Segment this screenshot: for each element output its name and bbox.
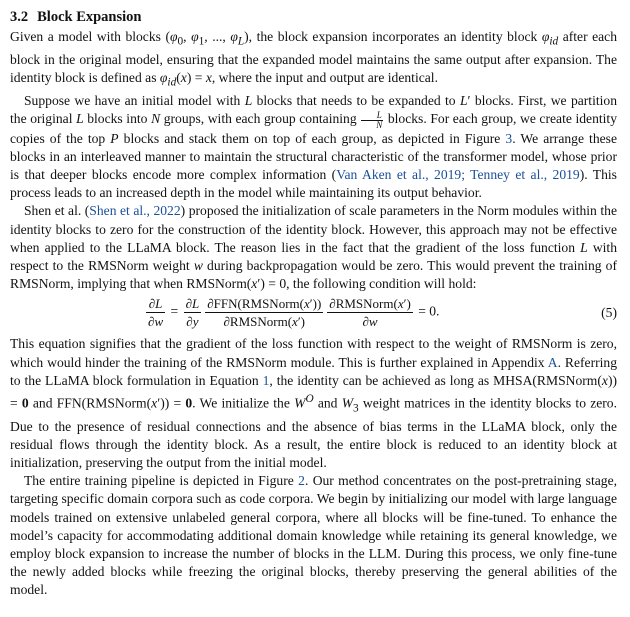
p2-text-7: blocks and stack them on top of each group, as depicted in Figure [118, 130, 506, 146]
appendix-a-link[interactable]: A [547, 354, 558, 370]
bold-zero-1: 0 [21, 395, 29, 411]
p1-text-4: , where the input and output are identical. [211, 70, 438, 86]
p4-text-6: )) = [160, 395, 186, 411]
figure-3-link[interactable]: 3 [505, 130, 513, 146]
math-phi0: φ [169, 29, 178, 44]
p2-text-2: blocks that needs to be expanded to [252, 93, 460, 109]
p1-text-3: after each block in the original model, ensuring that the expanded model maintains the same output after expansion. The identity block is defined as [10, 29, 618, 86]
paragraph-3: Shen et al. (Shen et al., 2022) proposed the initialization of scale parameters in the Norm modules within the identity blocks to zero for the construction of the identity block. However, this approach may not be effective when applied to the LLaMA block. The reason lies in the fact that the gradient of the loss function L with respect to the RMSNorm weight w during backpropagation would be zero. This would prevent the training of RMSNorm, implying that when RMSNorm(x′) = 0, the following condition will hold: [10, 203, 618, 292]
p3-text-3: with respect to the RMSNorm weight [10, 239, 617, 274]
paper-page [10, 7, 617, 600]
p1-text-2: ), the block expansion incorporates an identity block [244, 29, 542, 44]
p3-text-5: ) = 0, the following condition will hold: [260, 276, 477, 292]
figure-2-link[interactable]: 2 [298, 473, 305, 489]
p2-text-10: ). This process leads to an increased depth in the model while maintaining its output behavior. [10, 167, 617, 201]
equation-5 [10, 294, 617, 334]
p2-text-8: . We arrange these blocks in an interleaved manner to maintain the structural characteristic of the transformer model, whose prior is that deeper blocks encode more complex information ( [10, 130, 617, 183]
p4-text-8: and [313, 395, 342, 411]
math-phi-id: φ [541, 29, 550, 44]
citation-separator: ; [461, 167, 471, 183]
p4-text-5: and FFN(RMSNorm( [28, 395, 152, 411]
bold-zero-2: 0 [185, 395, 193, 411]
p5-text-2: . Our method concentrates on the post-pretraining stage, targeting specific domain corpora such as code corpora. We begin by initializing our model with large language models trained on extensive unlabeled general corpora, where all blocks will be fine-tuned. To enhance the model’s capacity for accommodating additional domain knowledge while retaining its general knowledge, we employ block expansion to increase the number of blocks in the LLM. During this process, we only fine-tune the newly added blocks while freezing the original blocks, thereby preserving the general abilities of the model. [10, 473, 617, 598]
p2-text-5: groups, with each group containing [160, 111, 361, 127]
citation-tenney[interactable]: Tenney et al., 2019 [470, 167, 580, 183]
p2-text-1: Suppose we have an initial model with [24, 93, 245, 109]
p3-text-1: Shen et al. ( [24, 203, 90, 219]
section-heading [10, 7, 617, 27]
p4-text-9: weight matrices in the identity blocks to zero. Due to the presence of residual connections and the absence of bias terms in the LLaMA block, only the residual flows through the identity block. As a result, the entire block is reduced to an identity block at initialization, preserving the output from the initial model. [10, 395, 618, 470]
p3-text-2: ) proposed the initialization of scale parameters in the Norm modules within the identity blocks to zero for the construction of the identity block. However, this approach may not be effective when applied to the LLaMA block. The reason lies in the fact that the gradient of the loss function [10, 203, 617, 255]
equation-number: (5) [601, 305, 617, 321]
section-title: Block Expansion [37, 9, 142, 25]
equation-body: $\frac{\partial L}{\partial w}$ = $\frac{\partial L}{\partial y}$ $\frac{\text{∂FFN(RMSNorm(x′))}}{\text{∂RMSNorm(x′)}}$ $\frac{\text{∂RMSNorm(x′)}}{\partial w}$ = 0. [148, 296, 440, 330]
math-l-over-n: $\frac{L}{N}$ [361, 111, 383, 130]
p3-text-4: during backpropagation would be zero. This would prevent the training of RMSNorm, implying that when RMSNorm( [10, 258, 618, 292]
citation-van-aken[interactable]: Van Aken et al., 2019 [336, 167, 462, 183]
p1-text-1: Given a model with blocks ( [10, 29, 170, 44]
paragraph-2: Suppose we have an initial model with L blocks that needs to be expanded to L′ blocks. First, we partition the original L blocks into N groups, with each group containing $\frac{L}{N}$ blocks. For each group, we create identity copies of the top P blocks and stack them on top of each group, as depicted in Figure 3. We arrange these blocks in an interleaved manner to maintain the structural characteristic of the transformer model, whose prior is that deeper blocks encode more complex information (Van Aken et al., 2019; Tenney et al., 2019). This process leads to an increased depth in the model while maintaining its output behavior. [10, 93, 617, 201]
paragraph-5 [10, 472, 617, 599]
section-number: 3.2 [10, 9, 29, 25]
citation-shen[interactable]: Shen et al., 2022 [89, 203, 181, 219]
paragraph-4: This equation signifies that the gradient of the loss function with respect to the weight of RMSNorm is zero, which would hinder the training of the RMSNorm module. This is further explained in Appendix A. Referring to the LLaMA block formulation in Equation 1, the identity can be achieved as long as MHSA(RMSNorm(x)) = 0 and FFN(RMSNorm(x′)) = 0. We initialize the $W^O$ and $W_3$ weight matrices in the identity blocks to zero. Due to the presence of residual connections and the absence of bias terms in the LLaMA block, only the residual flows through the identity block. As a result, the entire block is reduced to an identity block at initialization, preserving the output from the initial model. [10, 336, 618, 470]
p4-text-3: , the identity can be achieved as long as MHSA(RMSNorm( [269, 372, 602, 388]
p4-text-2: . Referring to the LLaMA block formulation in Equation [10, 354, 617, 388]
p4-text-7: . We initialize the [192, 395, 295, 411]
p4-text-4: )) = [10, 372, 617, 411]
p2-text-4: blocks into [83, 111, 152, 127]
p2-text-6: blocks. For each group, we create identity copies of the top [10, 111, 617, 146]
p4-text-1: This equation signifies that the gradient of the loss function with respect to the weight of RMSNorm is zero, which would hinder the training of the RMSNorm module. This is further explained in Appendix [10, 336, 617, 370]
p2-text-3: blocks. First, we partition the original [10, 93, 617, 127]
equation-1-link[interactable]: 1 [262, 372, 270, 388]
p5-text-1: The entire training pipeline is depicted in Figure [24, 473, 299, 489]
math-identity-def: φ [159, 70, 168, 86]
paragraph-1: Given a model with blocks ($\varphi_0$, $\varphi_1$, ..., $\varphi_L$), the block expansion incorporates an identity block $\varphi_{id}$ after each block in the original model, ensuring that the expanded model maintains the same output after expansion. The identity block is defined as $\varphi_{id}(x) = x$, where the input and output are identical. [10, 29, 618, 89]
